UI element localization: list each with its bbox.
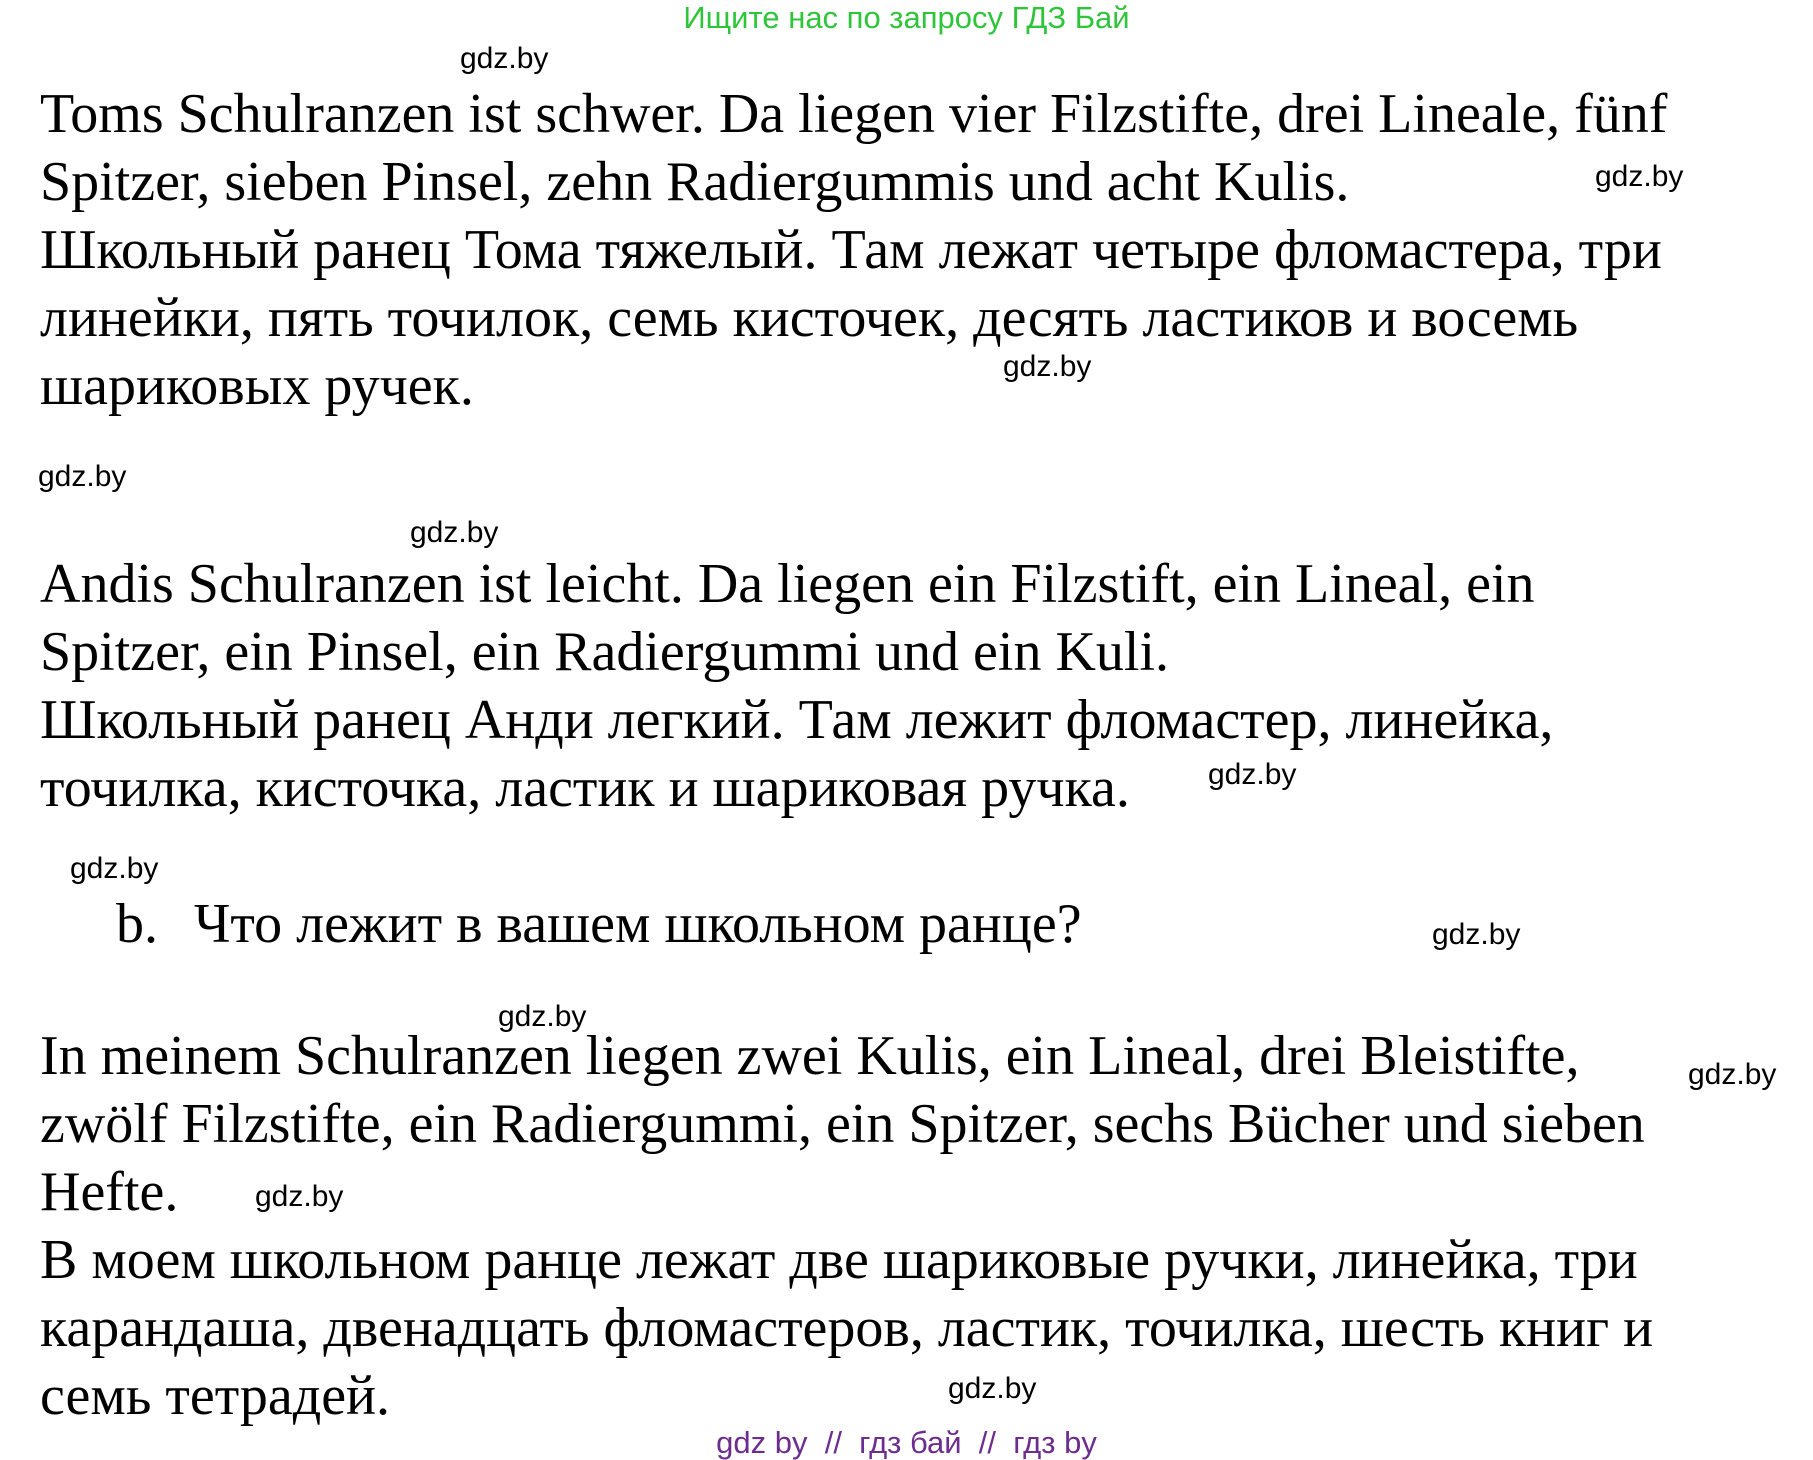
text-line: шариковых ручек. xyxy=(40,355,474,417)
text-line: Hefte. xyxy=(40,1161,179,1223)
paragraph-andi-russian xyxy=(40,686,1553,822)
text-line: В моем школьном ранце лежат две шариковые ручки, линейка, три xyxy=(40,1229,1638,1291)
watermark: gdz.by xyxy=(70,852,159,885)
watermark: gdz.by xyxy=(410,516,499,549)
text-line: линейки, пять точилок, семь кисточек, десять ластиков и восемь xyxy=(40,287,1579,349)
watermark: gdz.by xyxy=(948,1372,1037,1405)
text-line: Spitzer, ein Pinsel, ein Radiergummi und ein Kuli. xyxy=(40,621,1170,683)
question-b xyxy=(116,890,1082,958)
watermark: gdz.by xyxy=(1003,350,1092,383)
text-line: Andis Schulranzen ist leicht. Da liegen ein Filzstift, ein Lineal, ein xyxy=(40,553,1535,615)
paragraph-tom-german xyxy=(40,80,1667,216)
text-line: Toms Schulranzen ist schwer. Da liegen vier Filzstifte, drei Lineale, fünf xyxy=(40,83,1668,145)
paragraph-andi-german xyxy=(40,550,1535,686)
paragraph-mine-russian xyxy=(40,1226,1653,1430)
text-line: семь тетрадей. xyxy=(40,1365,391,1427)
question-marker: b. xyxy=(116,893,158,955)
paragraph-tom-russian xyxy=(40,216,1662,420)
watermark: gdz.by xyxy=(1595,160,1684,193)
watermark: gdz.by xyxy=(1208,758,1297,791)
text-line: карандаша, двенадцать фломастеров, ластик, точилка, шесть книг и xyxy=(40,1297,1654,1359)
watermark: gdz.by xyxy=(498,1000,587,1033)
watermark: gdz.by xyxy=(255,1180,344,1213)
text-line: точилка, кисточка, ластик и шариковая ручка. xyxy=(40,757,1130,819)
watermark: gdz.by xyxy=(38,460,127,493)
text-line: zwölf Filzstifte, ein Radiergummi, ein Spitzer, sechs Bücher und sieben xyxy=(40,1093,1645,1155)
watermark: gdz.by xyxy=(1688,1058,1777,1091)
watermark: gdz.by xyxy=(460,42,549,75)
watermark: gdz.by xyxy=(1432,918,1521,951)
question-text: Что лежит в вашем школьном ранце? xyxy=(194,893,1082,955)
text-line: Spitzer, sieben Pinsel, zehn Radiergummis und acht Kulis. xyxy=(40,151,1350,213)
text-line: In meinem Schulranzen liegen zwei Kulis, ein Lineal, drei Bleistifte, xyxy=(40,1025,1580,1087)
footer-links: gdz by // гдз бай // гдз by xyxy=(716,1425,1097,1460)
text-line: Школьный ранец Тома тяжелый. Там лежат четыре фломастера, три xyxy=(40,219,1662,281)
text-line: Школьный ранец Анди легкий. Там лежит фломастер, линейка, xyxy=(40,689,1554,751)
search-hint-banner: Ищите нас по запросу ГДЗ Бай xyxy=(683,0,1130,35)
